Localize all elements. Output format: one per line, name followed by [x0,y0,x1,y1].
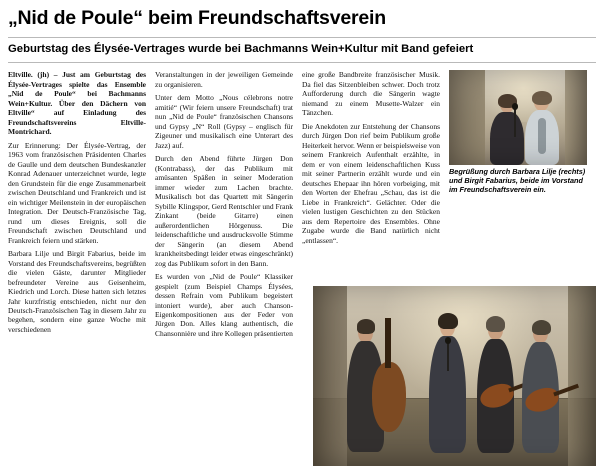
divider-top [8,37,596,38]
article-column-1 [8,70,146,338]
paragraph: Unter dem Motto „Nous célebrons notre amitié“ (Wir feiern unsere Freundschaft) trat nun „Nid de Poule“ französischen Chansons und Gypsy „N“ Roll (Gypsy – englisch für Zigeuner und musikalisch eine Unterart des Jazz) auf. [155,93,293,150]
newspaper-article-page [0,8,604,472]
page-title: „Nid de Poule“ beim Freundschaftsverein [8,7,386,29]
paragraph: Es wurden von „Nid de Poule“ Klassiker gespielt (zum Beispiel Champs Élysées, dessen Refrain vom Publikum begeistert intoniert wurde), aber auch Chanson-Eigenkompositionen aus der Feder von Jürgen Don. Alles klang authentisch, die Chansonnière und ihre Kollegen präsentierten [155,272,293,338]
photo-caption-top: Begrüßung durch Barbara Lilje (rechts) und Birgit Fabarius, beide im Vorstand im Freundschaftsverein ein. [449,167,586,194]
paragraph: Veranstaltungen in der jeweiligen Gemeinde zu organisieren. [155,70,293,89]
paragraph: Durch den Abend führte Jürgen Don (Kontrabass), der das Publikum mit amüsanten Späßen in seiner Moderation immer wieder zum Lachen brachte. Musikalisch bot das Quartett mit Sängerin Sybille Klingspor, Gerd Rentschler und Frank Zinkant (beide Gitarre) einen außerordentlichen Hörgenuss. Die leidenschaftliche und ausdrucksvolle Stimme der Sängerin (an diesem Abend krankheitsbedingt leider etwas eingeschränkt) zog das Publikum sofort in den Bann. [155,154,294,268]
paragraph: eine große Bandbreite französischer Musik. Da fiel das Sitzenbleiben schwer. Doch trotz Aufforderung durch die Sängerin wagte niemand zu einem Musette-Walzer ein Tänzchen. [302,70,440,118]
article-subhead: Geburtstag des Élysée-Vertrages wurde bei Bachmanns Wein+Kultur mit Band gefeiert [8,42,474,55]
paragraph: Eltville. (jh) – Just am Geburtstag des Élysée-Vertrages spielte das Ensemble „Nid de Poule“ bei Bachmanns Wein+Kultur. Über den Dächern von Eltville“ auf Einladung des Freundschaftsvereins Eltville-Montrichard. [8,70,146,137]
divider-second [8,62,596,63]
paragraph: Barbara Lilje und Birgit Fabarius, beide im Vorstand des Freundschaftsvereins, begrüßten die vielen Gäste, darunter Mitglieder befreundeter Vereine aus Geisenheim, Kiedrich und Lorch. Diese hatten sich letztes Jahr kurzfristig entschieden, nicht nur den Deutsch-Französischen Tag in diesem Jahr zu begehen, sondern eine ganze Woche mit verschiedenen [8,249,146,334]
photo-band-on-stage [313,286,596,466]
paragraph: Die Anekdoten zur Entstehung der Chansons durch Jürgen Don rief beim Publikum große Heiterkeit hervor. Wenn er beispielsweise von seinem Frankreich Aufenthalt erzählte, in dem er von einem leidenschaftlichen Kuss mit seiner Partnerin erzählt wurde und ein deutsches Ehepaar ihn hören vorbeiging, mit den Worten der Ehefrau „Schau, das ist die Liebe in Frankreich“. Gelächter. Oder die vielen lustigen Geschichten zu den Stücken aus dem Repertoire des Ensembles. Ohne Zugabe wurde die Band natürlich nicht „entlassen“. [302,121,440,245]
article-column-2 [155,70,293,338]
paragraph: Zur Erinnerung: Der Élysée-Vertrag, der 1963 vom französischen Präsidenten Charles de Gaulle und dem deutschen Bundeskanzler Konrad Adenauer unterzeichnet wurde, legte den Grundstein für die enge Zusammenarbeit zwischen Deutschland und Frankreich und ist ein wichtiger Meilenstein in der europäischen Integration. Der Deutsch-Französische Tag, rund um dieses Ereignis, soll die Freundschaft zwischen Deutschland und Frankreich feiern und stärken. [8,140,146,245]
photo-greeting [449,70,587,165]
